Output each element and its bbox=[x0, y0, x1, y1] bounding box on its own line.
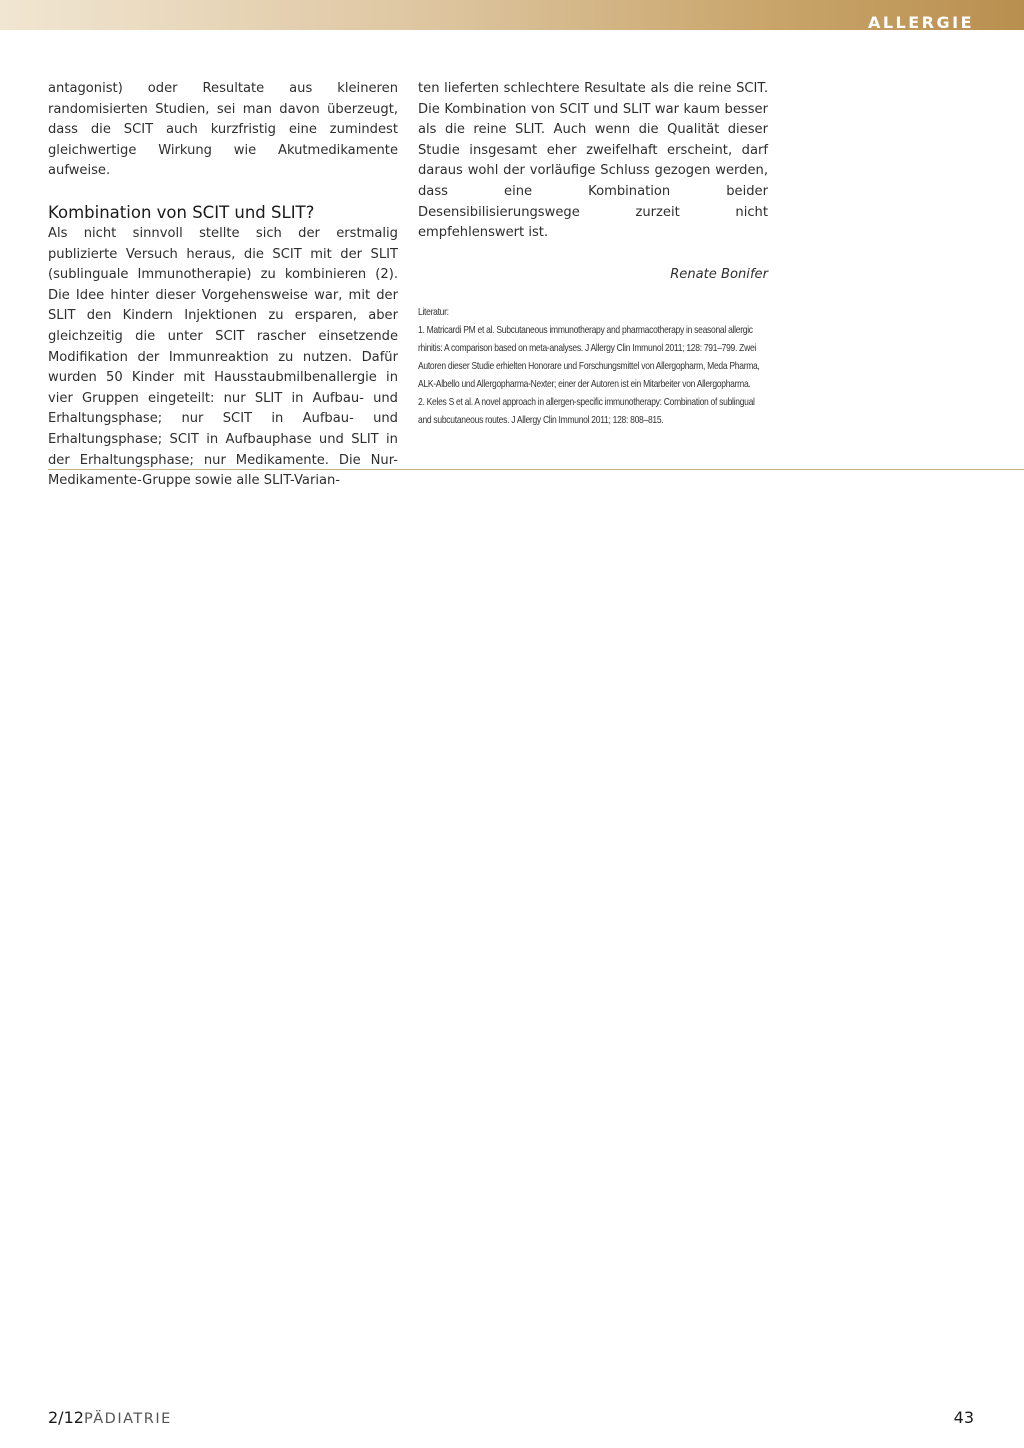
footer-issue bbox=[48, 1408, 172, 1429]
section-heading: Kombination von SCIT und SLIT? bbox=[48, 202, 315, 222]
intro-paragraph: antagonist) oder Resultate aus kleineren randomisierten Studien, sei man davon überzeugt, dass die SCIT auch kurzfristig eine zumindest gleichwertige Wirkung wie Akutmedikamente aufweise. bbox=[48, 81, 398, 179]
body-paragraph: Als nicht sinnvoll stellte sich der erstmalig publizierte Versuch heraus, die SCIT mit der SLIT (sublinguale Immunotherapie) zu kombinieren (2). Die Idee hinter dieser Vorgehensweise war, mit der SLIT den Kindern Injektionen zu ersparen, aber gleichzeitig die unter SCIT rascher einsetzende Modifikation der Immunreaktion zu nutzen. Dafür wurden 50 Kinder mit Hausstaubmilbenallergie in vier Gruppen eingeteilt: nur SLIT in Aufbau- und Erhaltungsphase; nur SCIT in Aufbau- und Erhaltungsphase; SCIT in Aufbauphase und SLIT in der Erhaltungsphase; nur Medikamente. Die Nur-Medikamente-Gruppe sowie alle SLIT-Varian- bbox=[48, 225, 398, 489]
author-name: Renate Bonifer bbox=[670, 266, 768, 282]
divider-rule bbox=[48, 469, 1024, 470]
reference-item: 2. Keles S et al. A novel approach in allergen-specific immunotherapy: Combination of sublingual and subcutaneous routes. J Allergy Clin Immunol 2011; 128: 808–815. bbox=[418, 397, 755, 427]
body-paragraph-continued: ten lieferten schlechtere Resultate als die reine SCIT. Die Kombination von SCIT und SLIT war kaum besser als die reine SLIT. Auch wenn die Qualität dieser Studie insgesamt eher zweifelhaft erscheint, darf daraus wohl der vorläufige Schluss gezogen werden, dass eine Kombination beider Desensibilisierungswege zurzeit nicht empfehlenswert ist. bbox=[418, 81, 768, 241]
right-column bbox=[418, 79, 768, 430]
left-column bbox=[48, 79, 398, 492]
page-number: 43 bbox=[953, 1408, 974, 1427]
issue-number: 2/12 bbox=[48, 1408, 84, 1427]
reference-item: 1. Matricardi PM et al. Subcutaneous immunotherapy and pharmacotherapy in seasonal allergic rhinitis: A comparison based on meta-analyses. J Allergy Clin Immunol 2011; 128: 791–799. Zwei Autoren dieser Studie erhielten Honorare und Forschungsmittel von Allergopharm, Meda Pharma, ALK-Albello und Allergopharma-Nexter; einer der Autoren ist ein Mitarbeiter von Allergopharma. bbox=[418, 325, 760, 391]
section-label: ALLERGIE bbox=[867, 13, 974, 32]
literature-title: Literatur: bbox=[418, 307, 449, 319]
magazine-name: PÄDIATRIE bbox=[83, 1411, 172, 1427]
literature-block bbox=[418, 304, 768, 430]
